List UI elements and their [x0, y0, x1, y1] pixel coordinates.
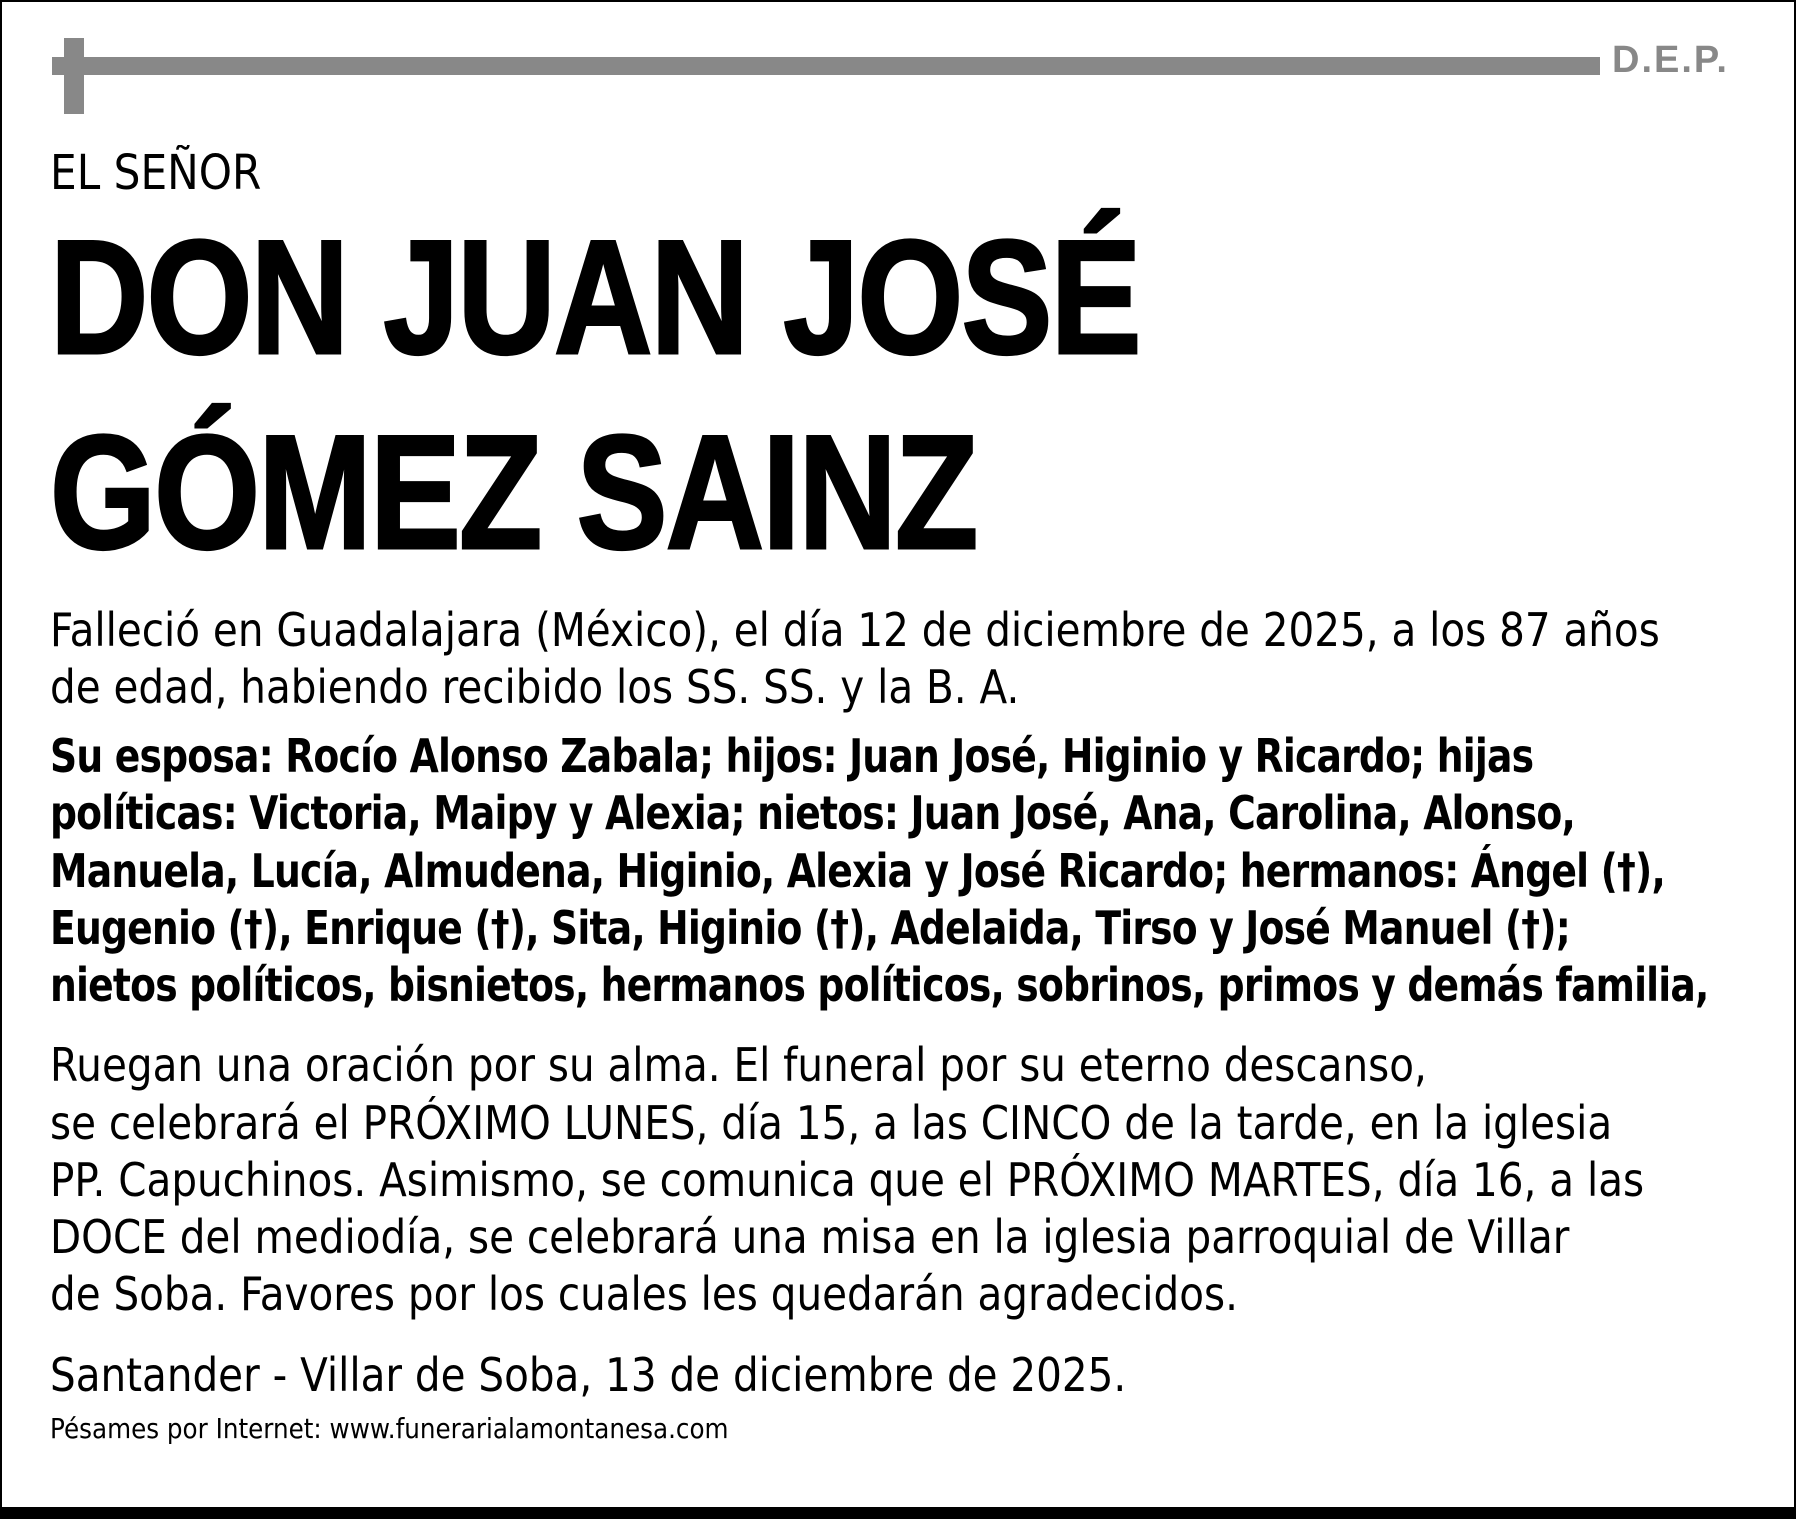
cross-icon-arm: [52, 57, 96, 75]
family-line: Eugenio (†), Enrique (†), Sita, Higinio (†), Adelaida, Tirso y José Manuel (†);: [50, 901, 1571, 955]
funeral-line: Ruegan una oración por su alma. El funeral por su eterno descanso,: [50, 1038, 1427, 1092]
header-rule: [96, 57, 1600, 75]
honorific: EL SEÑOR: [50, 145, 262, 201]
family-line: Manuela, Lucía, Almudena, Higinio, Alexia y José Ricardo; hermanos: Ángel (†),: [50, 844, 1665, 898]
funeral-line: PP. Capuchinos. Asimismo, se comunica que el PRÓXIMO MARTES, día 16, a las: [50, 1153, 1645, 1207]
deceased-name-line-1: DON JUAN JOSÉ: [50, 207, 1140, 388]
place-date: Santander - Villar de Soba, 13 de diciembre de 2025.: [50, 1348, 1127, 1402]
funeral-line: DOCE del mediodía, se celebrará una misa en la iglesia parroquial de Villar: [50, 1210, 1570, 1264]
funeral-line: se celebrará el PRÓXIMO LUNES, día 15, a las CINCO de la tarde, en la iglesia: [50, 1096, 1613, 1150]
condolences-link[interactable]: Pésames por Internet: www.funerarialamontanesa.com: [50, 1412, 729, 1445]
funeral-line: de Soba. Favores por los cuales les quedarán agradecidos.: [50, 1267, 1238, 1321]
family-line: Su esposa: Rocío Alonso Zabala; hijos: Juan José, Higinio y Ricardo; hijas: [50, 729, 1534, 783]
family-line: nietos políticos, bisnietos, hermanos políticos, sobrinos, primos y demás familia,: [50, 958, 1709, 1012]
family-line: políticas: Victoria, Maipy y Alexia; nietos: Juan José, Ana, Carolina, Alonso,: [50, 786, 1576, 840]
death-info-line: Falleció en Guadalajara (México), el día 12 de diciembre de 2025, a los 87 años: [50, 603, 1660, 657]
dep-label: D.E.P.: [1612, 39, 1729, 81]
cross-icon: [64, 38, 84, 114]
death-info-line: de edad, habiendo recibido los SS. SS. y la B. A.: [50, 660, 1020, 714]
deceased-name-line-2: GÓMEZ SAINZ: [50, 402, 977, 583]
